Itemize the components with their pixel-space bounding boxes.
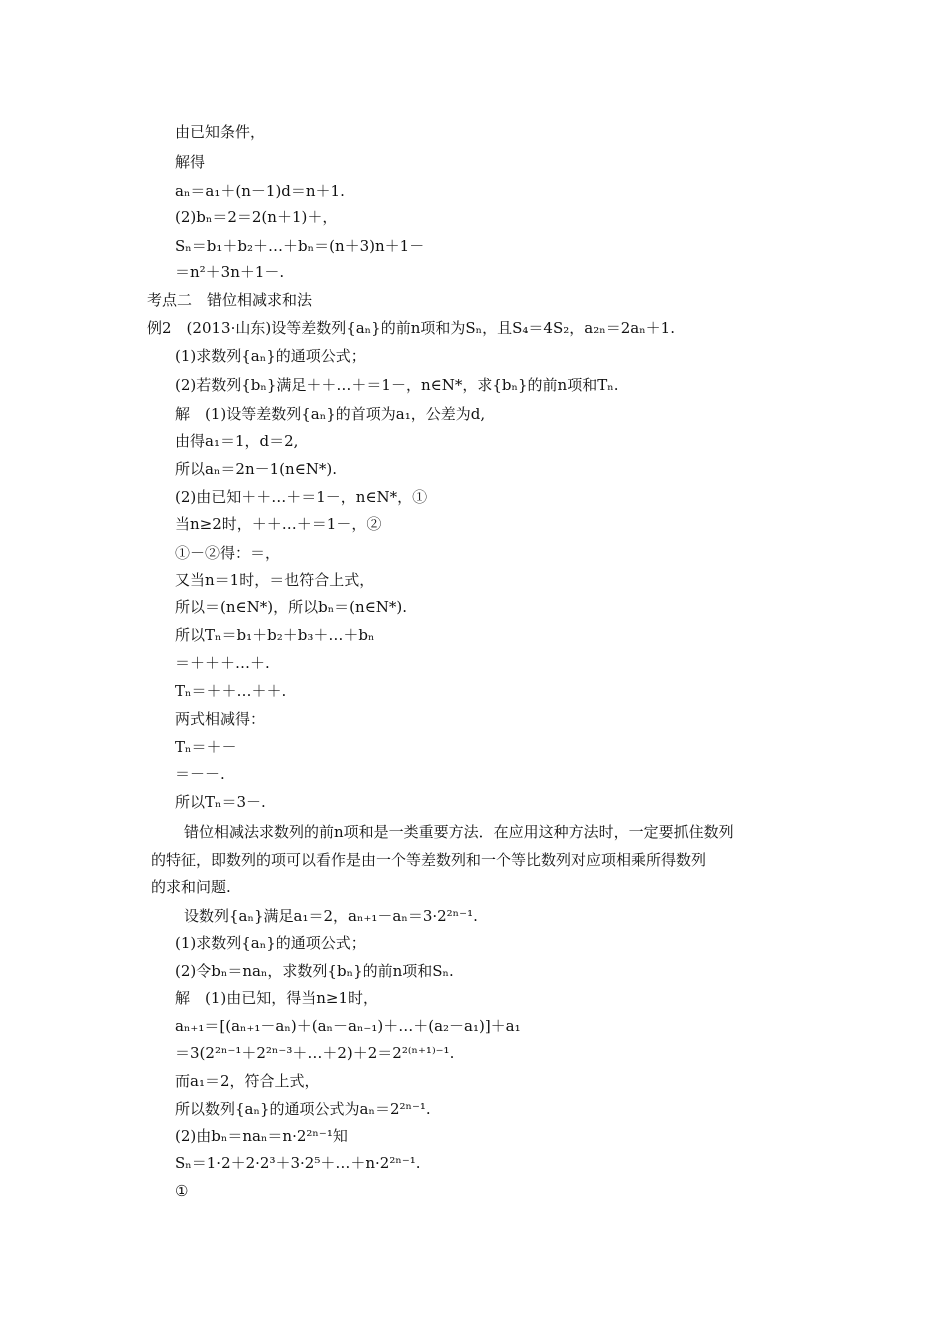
section-heading: 考点二 错位相减求和法 <box>147 291 313 309</box>
example-title: 例2 (2013·山东)设等差数列{aₙ}的前n项和为Sₙ，且S₄＝4S₂，a₂ₙ＝2aₙ＋1. <box>147 319 675 337</box>
text-line: ①－②得：＝， <box>175 544 281 562</box>
paragraph-line: 错位相减法求数列的前n项和是一类重要方法．在应用这种方法时，一定要抓住数列 <box>184 823 734 841</box>
text-line: ＝＋＋＋…＋. <box>175 654 270 672</box>
text-line: aₙ＝a₁＋(n－1)d＝n＋1. <box>175 182 345 200</box>
text-line: 解得 <box>175 153 206 171</box>
text-line: Tₙ＝＋＋…＋＋. <box>175 682 287 700</box>
paragraph-line: 的求和问题. <box>151 878 231 896</box>
text-line: 所以＝(n∈N*)，所以bₙ＝(n∈N*). <box>175 598 408 616</box>
text-line: 由得a₁＝1，d＝2, <box>175 432 299 450</box>
text-line: 解 (1)设等差数列{aₙ}的首项为a₁，公差为d, <box>175 405 486 423</box>
text-line: ＝－－. <box>175 765 225 783</box>
text-line: 两式相减得： <box>175 710 266 728</box>
text-line: 所以数列{aₙ}的通项公式为aₙ＝2²ⁿ⁻¹. <box>175 1100 431 1118</box>
text-line: 又当n＝1时，＝也符合上式， <box>175 571 375 589</box>
text-line: 而a₁＝2，符合上式， <box>175 1072 320 1090</box>
text-line: ＝3(2²ⁿ⁻¹＋2²ⁿ⁻³＋…＋2)＋2＝2²⁽ⁿ⁺¹⁾⁻¹. <box>175 1044 455 1062</box>
text-line: 由已知条件， <box>175 123 266 141</box>
text-line: (1)求数列{aₙ}的通项公式； <box>175 347 366 365</box>
text-line: (2)若数列{bₙ}满足＋＋…＋＝1－，n∈N*，求{bₙ}的前n项和Tₙ. <box>175 376 619 394</box>
text-line: Sₙ＝b₁＋b₂＋…＋bₙ＝(n＋3)n＋1－ <box>175 237 425 255</box>
text-line: ＝n²＋3n＋1－. <box>175 263 285 281</box>
text-line: (2)令bₙ＝naₙ，求数列{bₙ}的前n项和Sₙ. <box>175 962 454 980</box>
text-line: 解 (1)由已知，得当n≥1时， <box>175 989 379 1007</box>
paragraph-line: 的特征，即数列的项可以看作是由一个等差数列和一个等比数列对应项相乘所得数列 <box>151 851 707 869</box>
text-line: (2)由已知＋＋…＋＝1－，n∈N*，① <box>175 488 428 506</box>
text-line: 所以Tₙ＝b₁＋b₂＋b₃＋…＋bₙ <box>175 626 375 644</box>
text-line: 所以aₙ＝2n－1(n∈N*). <box>175 460 338 478</box>
exercise-title: 设数列{aₙ}满足a₁＝2，aₙ₊₁－aₙ＝3·2²ⁿ⁻¹. <box>184 907 478 925</box>
text-line: 所以Tₙ＝3－. <box>175 793 266 811</box>
text-line: 当n≥2时，＋＋…＋＝1－，② <box>175 515 382 533</box>
text-line: ① <box>175 1182 189 1200</box>
text-line: Tₙ＝＋－ <box>175 738 237 756</box>
text-line: (2)bₙ＝2＝2(n＋1)＋， <box>175 208 338 226</box>
text-line: Sₙ＝1·2＋2·2³＋3·2⁵＋…＋n·2²ⁿ⁻¹. <box>175 1154 421 1172</box>
text-line: aₙ₊₁＝[(aₙ₊₁－aₙ)＋(aₙ－aₙ₋₁)＋…＋(a₂－a₁)]＋a₁ <box>175 1017 521 1035</box>
text-line: (1)求数列{aₙ}的通项公式； <box>175 934 366 952</box>
text-line: (2)由bₙ＝naₙ＝n·2²ⁿ⁻¹知 <box>175 1127 348 1145</box>
